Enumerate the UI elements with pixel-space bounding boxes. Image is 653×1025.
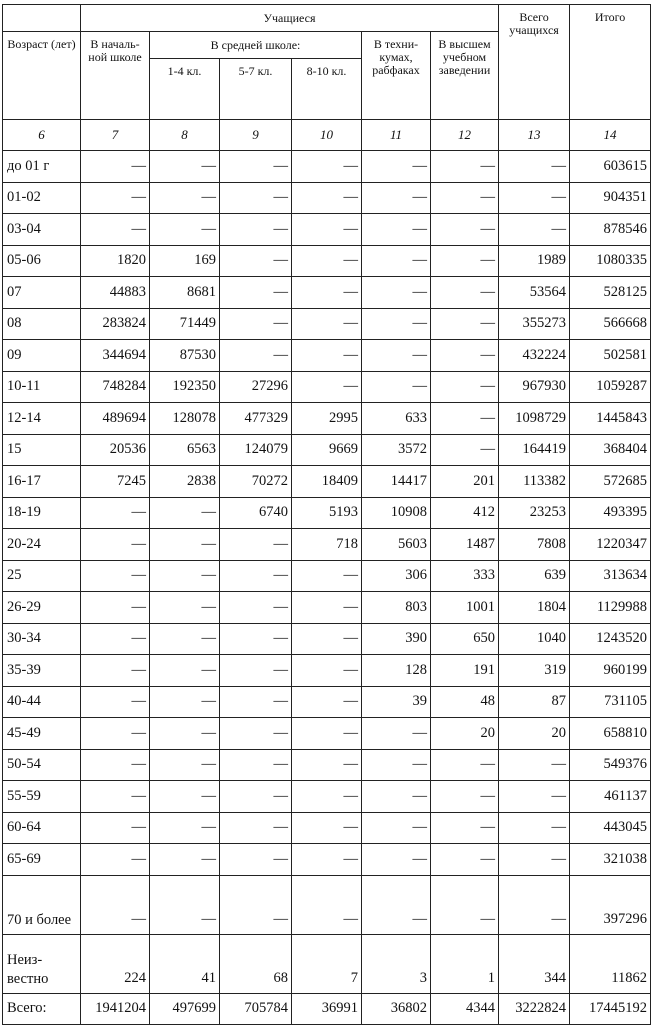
primary-school-header: В началь-ной школе xyxy=(81,32,150,120)
value-cell: 17445192 xyxy=(570,993,651,1024)
value-cell: — xyxy=(81,655,150,687)
table-row xyxy=(3,497,651,529)
value-cell: 443045 xyxy=(570,812,651,844)
value-cell: — xyxy=(292,844,362,876)
value-cell: 390 xyxy=(362,623,431,655)
column-index: 7 xyxy=(81,120,150,151)
value-cell: 128078 xyxy=(150,403,220,435)
value-cell: — xyxy=(81,592,150,624)
value-cell: — xyxy=(499,151,570,183)
total-students-header: Всего учащихся xyxy=(499,5,570,120)
value-cell: 705784 xyxy=(220,993,292,1024)
age-cell: 05-06 xyxy=(3,245,81,277)
value-cell: — xyxy=(81,686,150,718)
value-cell: — xyxy=(81,214,150,246)
value-cell: — xyxy=(150,655,220,687)
value-cell: 87 xyxy=(499,686,570,718)
value-cell: — xyxy=(292,749,362,781)
blank-header-cell xyxy=(3,5,81,32)
grades-1-4-header: 1-4 кл. xyxy=(150,59,220,120)
value-cell: 27296 xyxy=(220,371,292,403)
value-cell: 650 xyxy=(431,623,499,655)
value-cell: — xyxy=(150,812,220,844)
value-cell: — xyxy=(81,718,150,750)
table-row xyxy=(3,245,651,277)
value-cell: — xyxy=(150,844,220,876)
value-cell: — xyxy=(81,151,150,183)
value-cell: — xyxy=(220,592,292,624)
age-cell: 40-44 xyxy=(3,686,81,718)
value-cell: — xyxy=(220,655,292,687)
age-cell: 10-11 xyxy=(3,371,81,403)
table-row xyxy=(3,529,651,561)
value-cell: — xyxy=(81,623,150,655)
higher-education-header: В высшем учебном заведении xyxy=(431,32,499,120)
value-cell: 7 xyxy=(292,934,362,993)
value-cell: — xyxy=(150,560,220,592)
table-row xyxy=(3,434,651,466)
value-cell: — xyxy=(150,875,220,934)
table-row xyxy=(3,686,651,718)
value-cell: 344 xyxy=(499,934,570,993)
value-cell: 528125 xyxy=(570,277,651,309)
age-cell: 25 xyxy=(3,560,81,592)
value-cell: 432224 xyxy=(499,340,570,372)
value-cell: — xyxy=(150,781,220,813)
value-cell: 368404 xyxy=(570,434,651,466)
value-cell: — xyxy=(220,781,292,813)
value-cell: — xyxy=(292,812,362,844)
value-cell: 493395 xyxy=(570,497,651,529)
value-cell: 20 xyxy=(431,718,499,750)
table-row xyxy=(3,718,651,750)
value-cell: 18409 xyxy=(292,466,362,498)
value-cell: — xyxy=(150,592,220,624)
value-cell: 124079 xyxy=(220,434,292,466)
value-cell: — xyxy=(362,781,431,813)
value-cell: — xyxy=(431,812,499,844)
value-cell: — xyxy=(220,340,292,372)
value-cell: — xyxy=(81,182,150,214)
age-cell: 01-02 xyxy=(3,182,81,214)
value-cell: — xyxy=(150,623,220,655)
value-cell: — xyxy=(362,182,431,214)
age-cell: 03-04 xyxy=(3,214,81,246)
value-cell: — xyxy=(292,245,362,277)
value-cell: — xyxy=(362,277,431,309)
age-cell: до 01 г xyxy=(3,151,81,183)
value-cell: 1129988 xyxy=(570,592,651,624)
value-cell: 48 xyxy=(431,686,499,718)
value-cell: — xyxy=(220,718,292,750)
value-cell: 164419 xyxy=(499,434,570,466)
value-cell: — xyxy=(499,182,570,214)
value-cell: 306 xyxy=(362,560,431,592)
grades-5-7-header: 5-7 кл. xyxy=(220,59,292,120)
value-cell: — xyxy=(81,844,150,876)
value-cell: — xyxy=(150,529,220,561)
value-cell: 68 xyxy=(220,934,292,993)
value-cell: — xyxy=(431,245,499,277)
age-cell: 26-29 xyxy=(3,592,81,624)
value-cell: — xyxy=(220,308,292,340)
age-cell: 08 xyxy=(3,308,81,340)
value-cell: — xyxy=(431,749,499,781)
value-cell: 461137 xyxy=(570,781,651,813)
value-cell: 70272 xyxy=(220,466,292,498)
column-index: 11 xyxy=(362,120,431,151)
value-cell: 9669 xyxy=(292,434,362,466)
technical-school-header: В техни-кумах, рабфаках xyxy=(362,32,431,120)
value-cell: — xyxy=(431,781,499,813)
column-index: 9 xyxy=(220,120,292,151)
column-index: 14 xyxy=(570,120,651,151)
table-row xyxy=(3,308,651,340)
value-cell: — xyxy=(431,844,499,876)
value-cell: 633 xyxy=(362,403,431,435)
value-cell: — xyxy=(431,371,499,403)
value-cell: 412 xyxy=(431,497,499,529)
value-cell: 71449 xyxy=(150,308,220,340)
value-cell: 731105 xyxy=(570,686,651,718)
value-cell: 20536 xyxy=(81,434,150,466)
value-cell: — xyxy=(292,371,362,403)
table-row xyxy=(3,560,651,592)
age-cell: 55-59 xyxy=(3,781,81,813)
value-cell: — xyxy=(81,529,150,561)
value-cell: 224 xyxy=(81,934,150,993)
value-cell: 1080335 xyxy=(570,245,651,277)
age-cell: 15 xyxy=(3,434,81,466)
value-cell: 549376 xyxy=(570,749,651,781)
value-cell: — xyxy=(362,718,431,750)
secondary-school-header: В средней школе: xyxy=(150,32,362,59)
value-cell: — xyxy=(362,812,431,844)
value-cell: 1941204 xyxy=(81,993,150,1024)
value-cell: 6740 xyxy=(220,497,292,529)
value-cell: — xyxy=(220,182,292,214)
value-cell: 169 xyxy=(150,245,220,277)
value-cell: — xyxy=(499,749,570,781)
value-cell: — xyxy=(431,403,499,435)
value-cell: — xyxy=(81,560,150,592)
value-cell: — xyxy=(150,718,220,750)
value-cell: 497699 xyxy=(150,993,220,1024)
value-cell: — xyxy=(220,844,292,876)
value-cell: 87530 xyxy=(150,340,220,372)
value-cell: 6563 xyxy=(150,434,220,466)
value-cell: — xyxy=(292,718,362,750)
value-cell: — xyxy=(150,497,220,529)
table-header xyxy=(3,5,651,151)
value-cell: — xyxy=(499,812,570,844)
value-cell: 502581 xyxy=(570,340,651,372)
column-index: 8 xyxy=(150,120,220,151)
value-cell: — xyxy=(292,623,362,655)
age-cell: 60-64 xyxy=(3,812,81,844)
value-cell: 201 xyxy=(431,466,499,498)
value-cell: 489694 xyxy=(81,403,150,435)
value-cell: 41 xyxy=(150,934,220,993)
value-cell: 4344 xyxy=(431,993,499,1024)
value-cell: 5193 xyxy=(292,497,362,529)
value-cell: 1243520 xyxy=(570,623,651,655)
value-cell: 1820 xyxy=(81,245,150,277)
age-cell: 12-14 xyxy=(3,403,81,435)
value-cell: — xyxy=(362,245,431,277)
table-row xyxy=(3,781,651,813)
value-cell: — xyxy=(81,781,150,813)
grades-8-10-header: 8-10 кл. xyxy=(292,59,362,120)
value-cell: 1059287 xyxy=(570,371,651,403)
column-index: 13 xyxy=(499,120,570,151)
value-cell: 192350 xyxy=(150,371,220,403)
value-cell: — xyxy=(220,214,292,246)
value-cell: — xyxy=(362,749,431,781)
value-cell: 960199 xyxy=(570,655,651,687)
age-header: Возраст (лет) xyxy=(3,32,81,120)
value-cell: 36991 xyxy=(292,993,362,1024)
value-cell: — xyxy=(81,875,150,934)
value-cell: — xyxy=(362,340,431,372)
column-index: 6 xyxy=(3,120,81,151)
table-row xyxy=(3,875,651,934)
value-cell: 1001 xyxy=(431,592,499,624)
value-cell: — xyxy=(292,592,362,624)
value-cell: 1989 xyxy=(499,245,570,277)
value-cell: — xyxy=(220,277,292,309)
value-cell: 1445843 xyxy=(570,403,651,435)
value-cell: — xyxy=(431,340,499,372)
column-index: 12 xyxy=(431,120,499,151)
value-cell: 23253 xyxy=(499,497,570,529)
age-cell: 45-49 xyxy=(3,718,81,750)
table-row xyxy=(3,403,651,435)
value-cell: 566668 xyxy=(570,308,651,340)
value-cell: — xyxy=(499,214,570,246)
table-row xyxy=(3,340,651,372)
table-row xyxy=(3,214,651,246)
value-cell: 333 xyxy=(431,560,499,592)
value-cell: 20 xyxy=(499,718,570,750)
value-cell: — xyxy=(292,875,362,934)
table-row xyxy=(3,812,651,844)
value-cell: 2838 xyxy=(150,466,220,498)
value-cell: 283824 xyxy=(81,308,150,340)
value-cell: — xyxy=(220,686,292,718)
census-students-table xyxy=(2,4,651,1025)
value-cell: 10908 xyxy=(362,497,431,529)
age-cell: 18-19 xyxy=(3,497,81,529)
value-cell: — xyxy=(292,182,362,214)
value-cell: 319 xyxy=(499,655,570,687)
value-cell: 3222824 xyxy=(499,993,570,1024)
value-cell: 878546 xyxy=(570,214,651,246)
column-index: 10 xyxy=(292,120,362,151)
value-cell: 344694 xyxy=(81,340,150,372)
table-row xyxy=(3,182,651,214)
value-cell: 7808 xyxy=(499,529,570,561)
value-cell: 1804 xyxy=(499,592,570,624)
value-cell: 11862 xyxy=(570,934,651,993)
value-cell: 39 xyxy=(362,686,431,718)
table-row xyxy=(3,592,651,624)
value-cell: — xyxy=(499,844,570,876)
value-cell: 603615 xyxy=(570,151,651,183)
value-cell: 14417 xyxy=(362,466,431,498)
value-cell: — xyxy=(150,151,220,183)
value-cell: — xyxy=(220,749,292,781)
value-cell: — xyxy=(220,812,292,844)
value-cell: — xyxy=(431,434,499,466)
table-row xyxy=(3,844,651,876)
value-cell: 718 xyxy=(292,529,362,561)
value-cell: — xyxy=(499,781,570,813)
value-cell: 1220347 xyxy=(570,529,651,561)
value-cell: — xyxy=(220,151,292,183)
age-cell: 50-54 xyxy=(3,749,81,781)
value-cell: — xyxy=(362,371,431,403)
value-cell: — xyxy=(150,749,220,781)
value-cell: — xyxy=(220,875,292,934)
age-cell: Неиз-вестно xyxy=(3,934,81,993)
value-cell: — xyxy=(220,245,292,277)
value-cell: — xyxy=(220,560,292,592)
value-cell: — xyxy=(292,277,362,309)
value-cell: 313634 xyxy=(570,560,651,592)
age-cell: 30-34 xyxy=(3,623,81,655)
value-cell: 748284 xyxy=(81,371,150,403)
value-cell: 2995 xyxy=(292,403,362,435)
value-cell: 355273 xyxy=(499,308,570,340)
value-cell: 44883 xyxy=(81,277,150,309)
value-cell: — xyxy=(431,875,499,934)
value-cell: — xyxy=(292,214,362,246)
value-cell: 53564 xyxy=(499,277,570,309)
value-cell: 128 xyxy=(362,655,431,687)
value-cell: 3 xyxy=(362,934,431,993)
table-row xyxy=(3,623,651,655)
table-row xyxy=(3,934,651,993)
value-cell: — xyxy=(292,151,362,183)
value-cell: — xyxy=(362,214,431,246)
table-body xyxy=(3,151,651,1025)
table-row xyxy=(3,277,651,309)
value-cell: 572685 xyxy=(570,466,651,498)
total-row xyxy=(3,993,651,1024)
age-cell: 70 и более xyxy=(3,875,81,934)
value-cell: — xyxy=(292,340,362,372)
total-header: Итого xyxy=(570,5,651,120)
value-cell: 967930 xyxy=(499,371,570,403)
value-cell: — xyxy=(431,151,499,183)
value-cell: — xyxy=(292,560,362,592)
value-cell: — xyxy=(362,875,431,934)
age-cell: 07 xyxy=(3,277,81,309)
value-cell: — xyxy=(81,497,150,529)
value-cell: 5603 xyxy=(362,529,431,561)
value-cell: — xyxy=(220,529,292,561)
age-cell: 65-69 xyxy=(3,844,81,876)
value-cell: 803 xyxy=(362,592,431,624)
table-row xyxy=(3,466,651,498)
value-cell: 3572 xyxy=(362,434,431,466)
value-cell: 658810 xyxy=(570,718,651,750)
value-cell: 1487 xyxy=(431,529,499,561)
table-row xyxy=(3,151,651,183)
value-cell: — xyxy=(362,844,431,876)
value-cell: — xyxy=(362,151,431,183)
value-cell: — xyxy=(150,182,220,214)
value-cell: — xyxy=(431,182,499,214)
table-row xyxy=(3,371,651,403)
table-row xyxy=(3,749,651,781)
value-cell: 8681 xyxy=(150,277,220,309)
value-cell: 1040 xyxy=(499,623,570,655)
value-cell: 113382 xyxy=(499,466,570,498)
age-cell: 20-24 xyxy=(3,529,81,561)
value-cell: — xyxy=(292,686,362,718)
age-cell: 09 xyxy=(3,340,81,372)
age-cell: 35-39 xyxy=(3,655,81,687)
value-cell: — xyxy=(81,749,150,781)
table-row xyxy=(3,655,651,687)
value-cell: — xyxy=(292,655,362,687)
value-cell: — xyxy=(499,875,570,934)
value-cell: — xyxy=(431,308,499,340)
value-cell: — xyxy=(150,686,220,718)
value-cell: 191 xyxy=(431,655,499,687)
value-cell: 36802 xyxy=(362,993,431,1024)
value-cell: 7245 xyxy=(81,466,150,498)
value-cell: 321038 xyxy=(570,844,651,876)
value-cell: 639 xyxy=(499,560,570,592)
value-cell: 477329 xyxy=(220,403,292,435)
age-cell: 16-17 xyxy=(3,466,81,498)
value-cell: — xyxy=(362,308,431,340)
value-cell: — xyxy=(220,623,292,655)
value-cell: 1 xyxy=(431,934,499,993)
students-header: Учащиеся xyxy=(81,5,499,32)
value-cell: — xyxy=(81,812,150,844)
age-cell: Всего: xyxy=(3,993,81,1024)
column-index-row xyxy=(3,120,651,151)
value-cell: — xyxy=(431,277,499,309)
value-cell: — xyxy=(292,781,362,813)
value-cell: 1098729 xyxy=(499,403,570,435)
value-cell: — xyxy=(431,214,499,246)
value-cell: — xyxy=(150,214,220,246)
value-cell: — xyxy=(292,308,362,340)
value-cell: 397296 xyxy=(570,875,651,934)
value-cell: 904351 xyxy=(570,182,651,214)
